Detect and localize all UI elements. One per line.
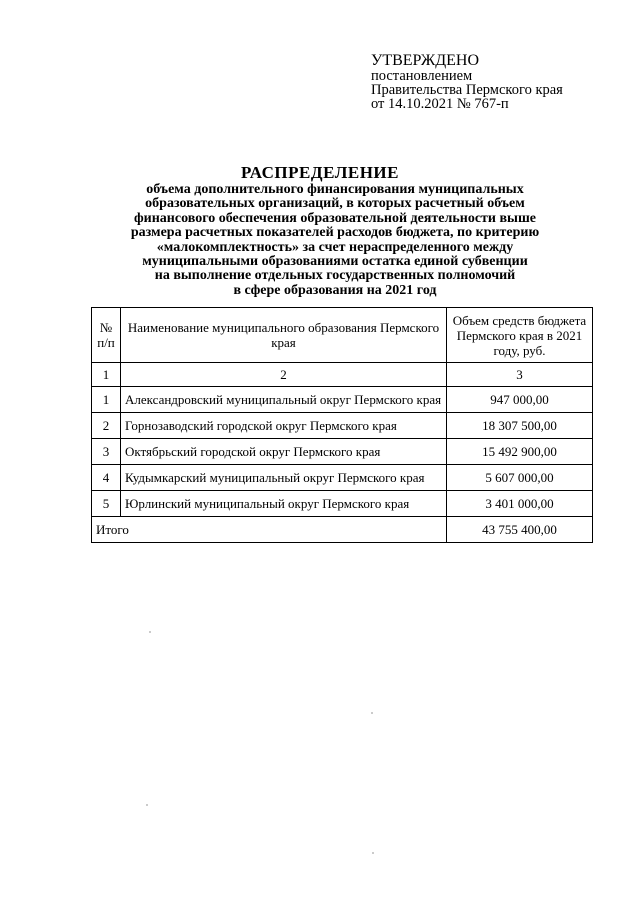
approval-line-1: постановлением [371, 68, 473, 84]
column-index: 2 [121, 363, 447, 387]
row-num: 3 [92, 439, 121, 465]
subtitle-line: размера расчетных показателей расходов бюджета, по критерию [130, 225, 540, 241]
row-num: 4 [92, 465, 121, 491]
column-index: 1 [92, 363, 121, 387]
subtitle-line: образовательных организаций, в которых расчетный объем [145, 196, 525, 212]
row-value: 15 492 900,00 [447, 439, 593, 465]
row-num: 1 [92, 387, 121, 413]
table-row [92, 465, 593, 491]
document-subtitle [100, 183, 570, 298]
row-value: 5 607 000,00 [447, 465, 593, 491]
approval-line-3: от 14.10.2021 № 767-п [371, 96, 509, 112]
row-name: Горнозаводский городской округ Пермского края [121, 413, 447, 439]
subtitle-line: в сфере образования на 2021 год [233, 282, 437, 298]
header-name: Наименование муниципального образования Пермского края [121, 308, 447, 363]
total-value: 43 755 400,00 [447, 517, 593, 543]
subtitle-line: «малокомплектность» за счет нераспределенного между [156, 239, 514, 255]
subtitle-line: объема дополнительного финансирования муниципальных [146, 182, 524, 197]
table-row [92, 439, 593, 465]
row-name: Октябрьский городской округ Пермского края [121, 439, 447, 465]
scan-speck [371, 712, 373, 714]
header-num: № п/п [92, 308, 121, 363]
scan-speck [372, 852, 374, 854]
row-num: 2 [92, 413, 121, 439]
table-row [92, 413, 593, 439]
row-name: Юрлинский муниципальный округ Пермского края [121, 491, 447, 517]
distribution-table [91, 307, 593, 543]
approval-stamp [371, 52, 563, 111]
column-index-row [92, 363, 593, 387]
row-value: 3 401 000,00 [447, 491, 593, 517]
subtitle-line: на выполнение отдельных государственных полномочий [154, 268, 516, 284]
row-name: Кудымкарский муниципальный округ Пермского края [121, 465, 447, 491]
row-value: 947 000,00 [447, 387, 593, 413]
table-row [92, 387, 593, 413]
row-name: Александровский муниципальный округ Пермского края [121, 387, 447, 413]
scan-speck [146, 804, 148, 806]
document-title: РАСПРЕДЕЛЕНИЕ [241, 163, 399, 182]
column-index: 3 [447, 363, 593, 387]
subtitle-line: муниципальными образованиями остатка единой субвенции [142, 254, 528, 270]
table-header-row [92, 308, 593, 363]
approval-line-2: Правительства Пермского края [371, 82, 563, 98]
total-row [92, 517, 593, 543]
scan-speck [149, 631, 151, 633]
subtitle-line: финансового обеспечения образовательной деятельности выше [133, 210, 536, 226]
header-value: Объем средств бюджета Пермского края в 2021 году, руб. [447, 308, 593, 363]
row-num: 5 [92, 491, 121, 517]
approval-heading: УТВЕРЖДЕНО [371, 52, 480, 69]
table-row [92, 491, 593, 517]
total-label: Итого [92, 517, 447, 543]
row-value: 18 307 500,00 [447, 413, 593, 439]
